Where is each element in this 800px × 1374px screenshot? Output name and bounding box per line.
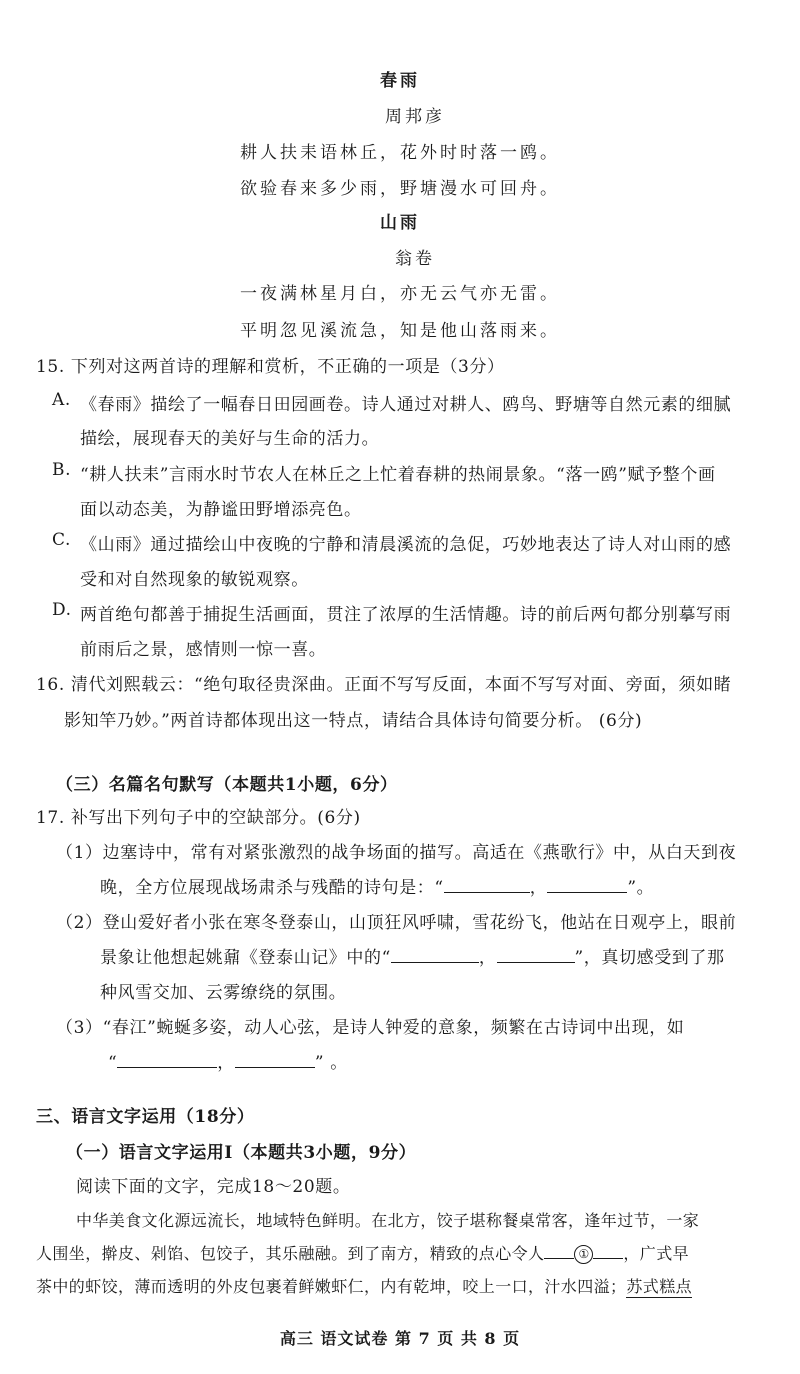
poem2-title: 山雨 <box>380 213 420 233</box>
q15-option-c-label: C. <box>52 530 72 550</box>
underlined-phrase: 苏式糕点 <box>626 1277 693 1296</box>
q17-part1-blank-1[interactable] <box>444 876 530 893</box>
poem1-title: 春雨 <box>380 71 420 91</box>
q17-part2-blank-2[interactable] <box>497 946 575 963</box>
q17-part2-blank-1[interactable] <box>391 946 479 963</box>
q15-option-b-line-2: 面以动态美，为静谧田野增添亮色。 <box>80 500 362 520</box>
part-3-instruction: 阅读下面的文字，完成18～20题。 <box>76 1177 351 1197</box>
q15-option-b-line-1: “耕人扶耒”言雨水时节农人在林丘之上忙着春耕的热闹景象。“落一鸥”赋予整个画 <box>80 465 716 485</box>
q17-part2-line-2: 景象让他想起姚鼐《登泰山记》中的“ ， ”，真切感受到了那 <box>100 948 725 968</box>
q15-option-d-line-2: 前雨后之景，感情则一惊一喜。 <box>80 640 327 660</box>
part-3-sub-heading: （一）语言文字运用Ⅰ（本题共3小题，9分） <box>66 1143 417 1163</box>
passage-blank-1-lead[interactable] <box>544 1242 574 1259</box>
q16-line-2: 影知竿乃妙。”两首诗都体现出这一特点，请结合具体诗句简要分析。 (6分) <box>64 711 643 731</box>
passage-line-1: 中华美食文化源远流长，地域特色鲜明。在北方，饺子堪称餐桌常客，逢年过节，一家 <box>76 1211 700 1230</box>
q16-line-1: 16. 清代刘熙载云：“绝句取径贵深曲。正面不写写反面，本面不写写对面、旁面，须如睹 <box>36 675 732 695</box>
q15-option-d-line-1: 两首绝句都善于捕捉生活画面，贯注了浓厚的生活情趣。诗的前后两句都分别摹写雨 <box>80 605 732 625</box>
section-3-heading: （三）名篇名句默写（本题共1小题，6分） <box>56 775 398 795</box>
q15-option-b-label: B. <box>52 460 72 480</box>
passage-blank-1-tail[interactable] <box>593 1242 623 1259</box>
poem2-author: 翁卷 <box>395 249 435 269</box>
q17-part2-line-1: （2）登山爱好者小张在寒冬登泰山，山顶狂风呼啸，雪花纷飞，他站在日观亭上，眼前 <box>56 913 737 933</box>
q15-option-a-label: A. <box>52 390 71 410</box>
q17-part3-line-2: “ ， ” 。 <box>108 1053 348 1073</box>
q17-part1-line-1: （1）边塞诗中，常有对紧张激烈的战争场面的描写。高适在《燕歌行》中，从白天到夜 <box>56 843 737 863</box>
blank-marker-1: ① <box>574 1245 593 1264</box>
poem1-author: 周邦彦 <box>385 107 445 127</box>
poem2-line-2: 平明忽见溪流急，知是他山落雨来。 <box>240 321 560 341</box>
q17-part1-blank-2[interactable] <box>547 876 627 893</box>
q17-part3-line-1: （3）“春江”蜿蜒多姿，动人心弦，是诗人钟爱的意象，频繁在古诗词中出现，如 <box>56 1018 685 1038</box>
q17-part1-line-2: 晚，全方位展现战场肃杀与残酷的诗句是：“ ， ”。 <box>100 878 655 898</box>
q15-stem: 15. 下列对这两首诗的理解和赏析，不正确的一项是（3分） <box>36 357 505 377</box>
poem1-line-1: 耕人扶耒语林丘，花外时时落一鸥。 <box>240 143 560 163</box>
poem2-line-1: 一夜满林星月白，亦无云气亦无雷。 <box>240 284 560 304</box>
passage-line-2: 人围坐，擀皮、剁馅、包饺子，其乐融融。到了南方，精致的点心令人 ① ，广式早 <box>36 1244 690 1263</box>
q15-option-d-label: D. <box>52 600 72 620</box>
q15-option-c-line-1: 《山雨》通过描绘山中夜晚的宁静和清晨溪流的急促，巧妙地表达了诗人对山雨的感 <box>80 535 732 555</box>
part-3-heading: 三、语言文字运用（18分） <box>36 1107 255 1127</box>
q17-part2-line-3: 种风雪交加、云雾缭绕的氛围。 <box>100 983 347 1003</box>
q15-option-a-line-2: 描绘，展现春天的美好与生命的活力。 <box>80 429 380 449</box>
page-footer: 高三 语文试卷 第 7 页 共 8 页 <box>279 1329 521 1348</box>
q17-part3-blank-1[interactable] <box>117 1051 217 1068</box>
q15-option-c-line-2: 受和对自然现象的敏锐观察。 <box>80 570 309 590</box>
poem1-line-2: 欲验春来多少雨，野塘漫水可回舟。 <box>240 179 560 199</box>
passage-line-3: 茶中的虾饺，薄而透明的外皮包裹着鲜嫩虾仁，内有乾坤，咬上一口，汁水四溢；苏式糕点 <box>36 1277 693 1296</box>
q15-option-a-line-1: 《春雨》描绘了一幅春日田园画卷。诗人通过对耕人、鸥鸟、野塘等自然元素的细腻 <box>80 395 732 415</box>
q17-stem: 17. 补写出下列句子中的空缺部分。(6分) <box>36 808 361 828</box>
q17-part3-blank-2[interactable] <box>235 1051 315 1068</box>
